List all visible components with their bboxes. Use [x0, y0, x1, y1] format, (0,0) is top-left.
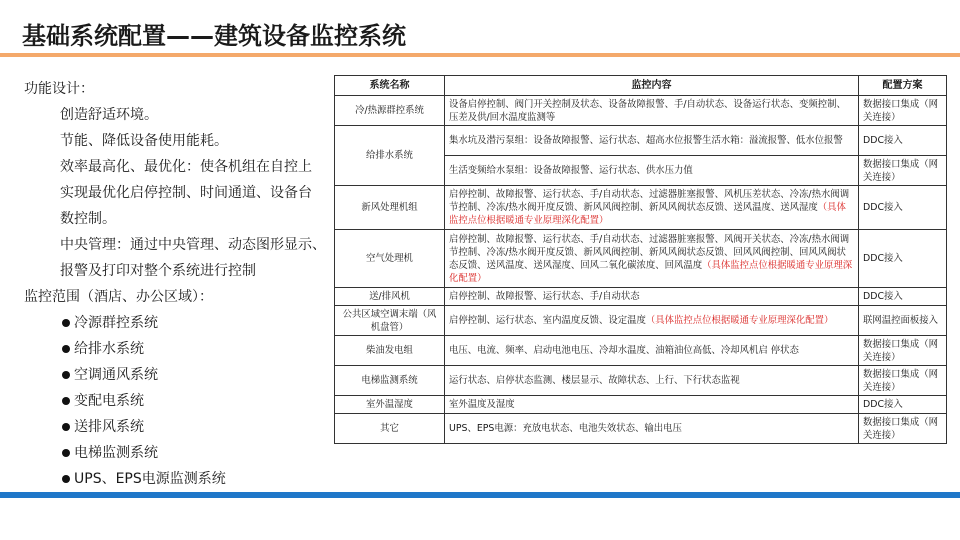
design-line: 报警及打印对整个系统进行控制: [60, 263, 256, 279]
title-underline: [0, 53, 960, 57]
note-red-text: （具体监控点位根据暖通专业原理深化配置）: [449, 202, 846, 226]
content-text: 室外温度及湿度: [449, 399, 515, 410]
scope-item-label: 空调通风系统: [74, 367, 158, 383]
config-cell: 数据接口集成（网关连接）: [859, 414, 947, 444]
content-text: 电压、电流、频率、启动电池电压、冷却水温度、油箱油位高低、冷却风机启 停状态: [449, 345, 799, 356]
table-row: [335, 288, 947, 306]
scope-heading: 监控范围（酒店、办公区域）：: [24, 289, 213, 305]
page-title: 基础系统配置——建筑设备监控系统: [22, 22, 406, 50]
scope-item: [24, 466, 329, 492]
table-row: [335, 336, 947, 366]
content-cell: [445, 230, 859, 288]
table-row: [335, 396, 947, 414]
scope-item-label: 给排水系统: [74, 341, 144, 357]
scope-item: [24, 310, 329, 336]
table-row: [335, 230, 947, 288]
scope-item: [24, 362, 329, 388]
scope-item-label: 电梯监测系统: [74, 445, 158, 461]
content-cell: [445, 96, 859, 126]
config-cell: 数据接口集成（网关连接）: [859, 96, 947, 126]
design-line: 中央管理：通过中央管理、动态图形显示、: [60, 237, 326, 253]
content-text: 启停控制、运行状态、室内温度反馈、设定温度: [449, 315, 646, 326]
config-cell: DDC接入: [859, 126, 947, 156]
content-cell: [445, 336, 859, 366]
design-line: 创造舒适环境。: [60, 107, 158, 123]
config-cell: DDC接入: [859, 396, 947, 414]
scope-item-label: 变配电系统: [74, 393, 144, 409]
system-name-cell: 给排水系统: [335, 126, 445, 186]
bottom-accent-bar: [0, 492, 960, 498]
left-text-panel: [24, 76, 329, 492]
scope-item: [24, 440, 329, 466]
scope-item-label: 送排风系统: [74, 419, 144, 435]
table-row: [335, 306, 947, 336]
content-text: UPS、EPS电源：充放电状态、电池失效状态、输出电压: [449, 423, 682, 434]
config-cell: DDC接入: [859, 230, 947, 288]
content-text: 启停控制、故障报警、运行状态、手/自动状态、过滤器脏塞报警、风阀开关状态、冷冻/热水阀调节控制、冷冻/热水阀开度反馈、新风风阀控制、新风风阀状态反馈、回风风阀控制、回风风阀状态反馈、送风温度、送风湿度、回风二氧化碳浓度、回风温度: [449, 233, 850, 271]
system-name-cell: 送/排风机: [335, 288, 445, 306]
table-row: [335, 414, 947, 444]
table-row: [335, 96, 947, 126]
config-cell: 数据接口集成（网关连接）: [859, 156, 947, 186]
content-text: 运行状态、启停状态监测、楼层显示、故障状态、上行、下行状态监视: [449, 375, 740, 386]
content-cell: [445, 366, 859, 396]
table-header-row: [335, 76, 947, 96]
monitoring-config-table: [334, 75, 947, 444]
content-cell: [445, 186, 859, 230]
content-cell: [445, 156, 859, 186]
content-cell: [445, 396, 859, 414]
column-header: 监控内容: [445, 76, 859, 96]
content-cell: [445, 306, 859, 336]
table-row: [335, 366, 947, 396]
content-text: 生活变频给水泵组：设备故障报警、运行状态、供水压力值: [449, 165, 693, 176]
content-text: 启停控制、故障报警、运行状态、手/自动状态、过滤器脏塞报警、风机压差状态、冷冻/热水阀调节控制、冷冻/热水阀开度反馈、新风风阀控制、新风风阀状态反馈、送风温度、送风湿度: [449, 189, 850, 213]
config-cell: 数据接口集成（网关连接）: [859, 366, 947, 396]
note-red-text: （具体监控点位根据暖通专业原理深化配置）: [645, 315, 834, 326]
design-line: 实现最优化启停控制、时间通道、设备台: [60, 185, 312, 201]
system-name-cell: 柴油发电组: [335, 336, 445, 366]
config-cell: 联网温控面板接入: [859, 306, 947, 336]
system-name-cell: 新风处理机组: [335, 186, 445, 230]
content-text: 集水坑及潜污泵组：设备故障报警、运行状态、超高水位报警生活水箱：溢流报警、低水位报警: [449, 135, 843, 146]
scope-item-label: 冷源群控系统: [74, 315, 158, 331]
scope-item: [24, 336, 329, 362]
content-cell: [445, 414, 859, 444]
design-line: 节能、降低设备使用能耗。: [60, 133, 228, 149]
column-header: 系统名称: [335, 76, 445, 96]
content-text: 设备启停控制、阀门开关控制及状态、设备故障报警、手/自动状态、设备运行状态、变频控制、压差及供/回水温度监测等: [449, 98, 846, 123]
system-name-cell: 电梯监测系统: [335, 366, 445, 396]
system-name-cell: 空气处理机: [335, 230, 445, 288]
config-cell: DDC接入: [859, 186, 947, 230]
content-text: 启停控制、故障报警、运行状态、手/自动状态: [449, 291, 640, 302]
system-name-cell: 其它: [335, 414, 445, 444]
note-red-text: （具体监控点位根据暖通专业原理深化配置）: [449, 259, 853, 284]
system-name-cell: 冷/热源群控系统: [335, 96, 445, 126]
design-line: 效率最高化、最优化：使各机组在自控上: [60, 159, 312, 175]
scope-item: [24, 388, 329, 414]
column-header: 配置方案: [859, 76, 947, 96]
scope-item: [24, 414, 329, 440]
design-line: 数控制。: [60, 211, 116, 227]
table-row: [335, 186, 947, 230]
system-name-cell: 公共区域空调末端（风机盘管）: [335, 306, 445, 336]
config-cell: 数据接口集成（网关连接）: [859, 336, 947, 366]
content-cell: [445, 126, 859, 156]
scope-item-label: UPS、EPS电源监测系统: [74, 471, 226, 487]
config-cell: DDC接入: [859, 288, 947, 306]
content-cell: [445, 288, 859, 306]
design-heading: 功能设计：: [24, 81, 94, 97]
system-name-cell: 室外温湿度: [335, 396, 445, 414]
table-row: [335, 126, 947, 156]
